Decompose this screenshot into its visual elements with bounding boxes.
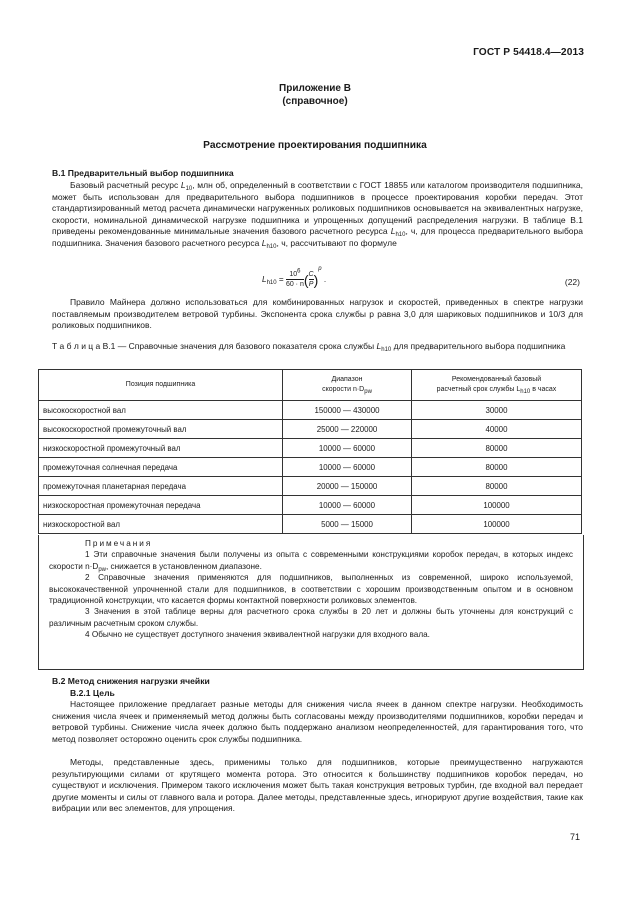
table-notes (38, 535, 584, 670)
formula-ratio: $\frac{C}{P}$ (308, 271, 314, 289)
formula-number: (22) (564, 277, 580, 287)
table-row: промежуточная планетарная передача 20000 — 150000 80000 (39, 477, 582, 496)
note-2: 2 Справочные значения применяются для подшипников, выполненных из современной, широко используемой, высококачественной упрочненной стали для подшипников, в соответствии с хорошим производственным опытом и в основном традиционной конструкции, что касается формы контактной поверхности роликовых элементов. (49, 573, 573, 606)
section-b2-heading: В.2 Метод снижения нагрузки ячейки (52, 676, 210, 686)
page-title: Рассмотрение проектирования подшипника (203, 140, 427, 151)
table-row: низкоскоростной вал 5000 — 15000 100000 (39, 515, 582, 534)
page-number: 71 (569, 832, 580, 842)
table-row: высокоскоростной промежуточный вал 25000 — 220000 40000 (39, 420, 582, 439)
header-position: Позиция подшипника (39, 370, 283, 401)
table-row: высокоскоростной вал 150000 — 430000 30000 (39, 401, 582, 420)
annex-title: Приложение В (279, 83, 351, 94)
section-b1-paragraph-1: Базовый расчетный ресурс $L_{10}$, млн об, определенный в соответствии с ГОСТ 18855 или каталогом производителя подшипника, может быть использован для предварительного выбора подшипников в процессе проектирования коробки передач. Этот стандартизированный метод расчета динамически нагруженных роликовых подшипников основывается на эквивалентных нагрузке, скорости, номинальной динамической нагрузке подшипника и упрощенных допущений распределения нагрузки. В таблице В.1 приведены рекомендованные минимальные значения базового расчетного ресурса $L_{h10}$, ч, для процесса предварительного выбора подшипника. Значения базового расчетного ресурса $L_{h10}$, ч, рассчитывают по формуле (52, 180, 584, 250)
table-row: промежуточная солнечная передача 10000 — 60000 80000 (39, 458, 582, 477)
section-b2-paragraph-2: Методы, представленные здесь, применимы только для подшипников, которые преимущественно нагружаются результирующими силами от крутящего момента ротора. Это относится к большинству подшипников коробок передач, но существуют и исключения. Примером такого исключения может быть такая конструкция ветровых турбин, где входной вал передает другие моменты и силы от главного вала и ротора. Далее методы, представленные здесь, игнорируют другие воздействия, такие как вибрации или вес элементов, для упрощения. (52, 757, 583, 814)
section-b2-paragraph-1: Настоящее приложение предлагает разные методы для снижения числа ячеек в данном спектре нагрузки. Необходимость снижения числа ячеек и применяемый метод должны быть согласованы между производителями подшипников, коробки передач и ветровой турбины. Снижение числа ячеек должно быть поддержано анализом неопределенностей, для гарантирования того, что метод позволяет осторожно оценить срок службы подшипника. (52, 699, 583, 744)
annex-heading (0, 82, 630, 108)
formula-fraction: $\frac{10^6}{60 \cdot n}$ (285, 269, 304, 289)
formula-22: $L_{h10}$ = $\frac{10^6}{60 \cdot n}$ ( $\frac{C}{P}$ )$^p$ . (262, 266, 327, 289)
table-row: низкоскоростная промежуточная передача 10000 — 60000 100000 (39, 496, 582, 515)
header-speed-range: Диапазон скорости $n\cdot D_{pw}$ (283, 370, 412, 401)
notes-title: Примечания (85, 539, 153, 548)
note-1: 1 Эти справочные значения были получены из опыта с современными конструкциями коробок передач, в которых индекс скорости $n\cdot D_{pw}$, снижается в установленном диапазоне. (49, 550, 573, 573)
header-recommended-life: Рекомендованный базовый расчетный срок службы $L_{h10}$ в часах (412, 370, 582, 401)
section-b1-paragraph-2: Правило Майнера должно использоваться для комбинированных нагрузок и скоростей, приведенных в спектре нагрузки поставляемым производителем ветровой турбины. Экспонента срока службы p равна 3,0 для шариковых подшипников и 10/3 для роликовых подшипников. (52, 297, 583, 331)
document-id-header: ГОСТ Р 54418.4—2013 (473, 47, 584, 58)
table-row: низкоскоростной промежуточный вал 10000 — 60000 80000 (39, 439, 582, 458)
table-caption: Т а б л и ц а В.1 — Справочные значения для базового показателя срока службы $L_{h10}$ для предварительного выбора подшипника (52, 341, 566, 353)
bearing-life-table (38, 369, 582, 534)
note-4: 4 Обычно не существует доступного значения эквивалентной нагрузки для входного вала. (85, 630, 430, 640)
section-b21-heading: В.2.1 Цель (70, 688, 115, 698)
note-3: 3 Значения в этой таблице верны для расчетного срока службы в 20 лет и должны быть уточнены для конструкций с различным расчетным сроком службы. (49, 607, 573, 628)
annex-subtitle: (справочное) (282, 96, 348, 107)
section-b1-heading: В.1 Предварительный выбор подшипника (52, 168, 234, 178)
table-header-row (39, 370, 582, 401)
